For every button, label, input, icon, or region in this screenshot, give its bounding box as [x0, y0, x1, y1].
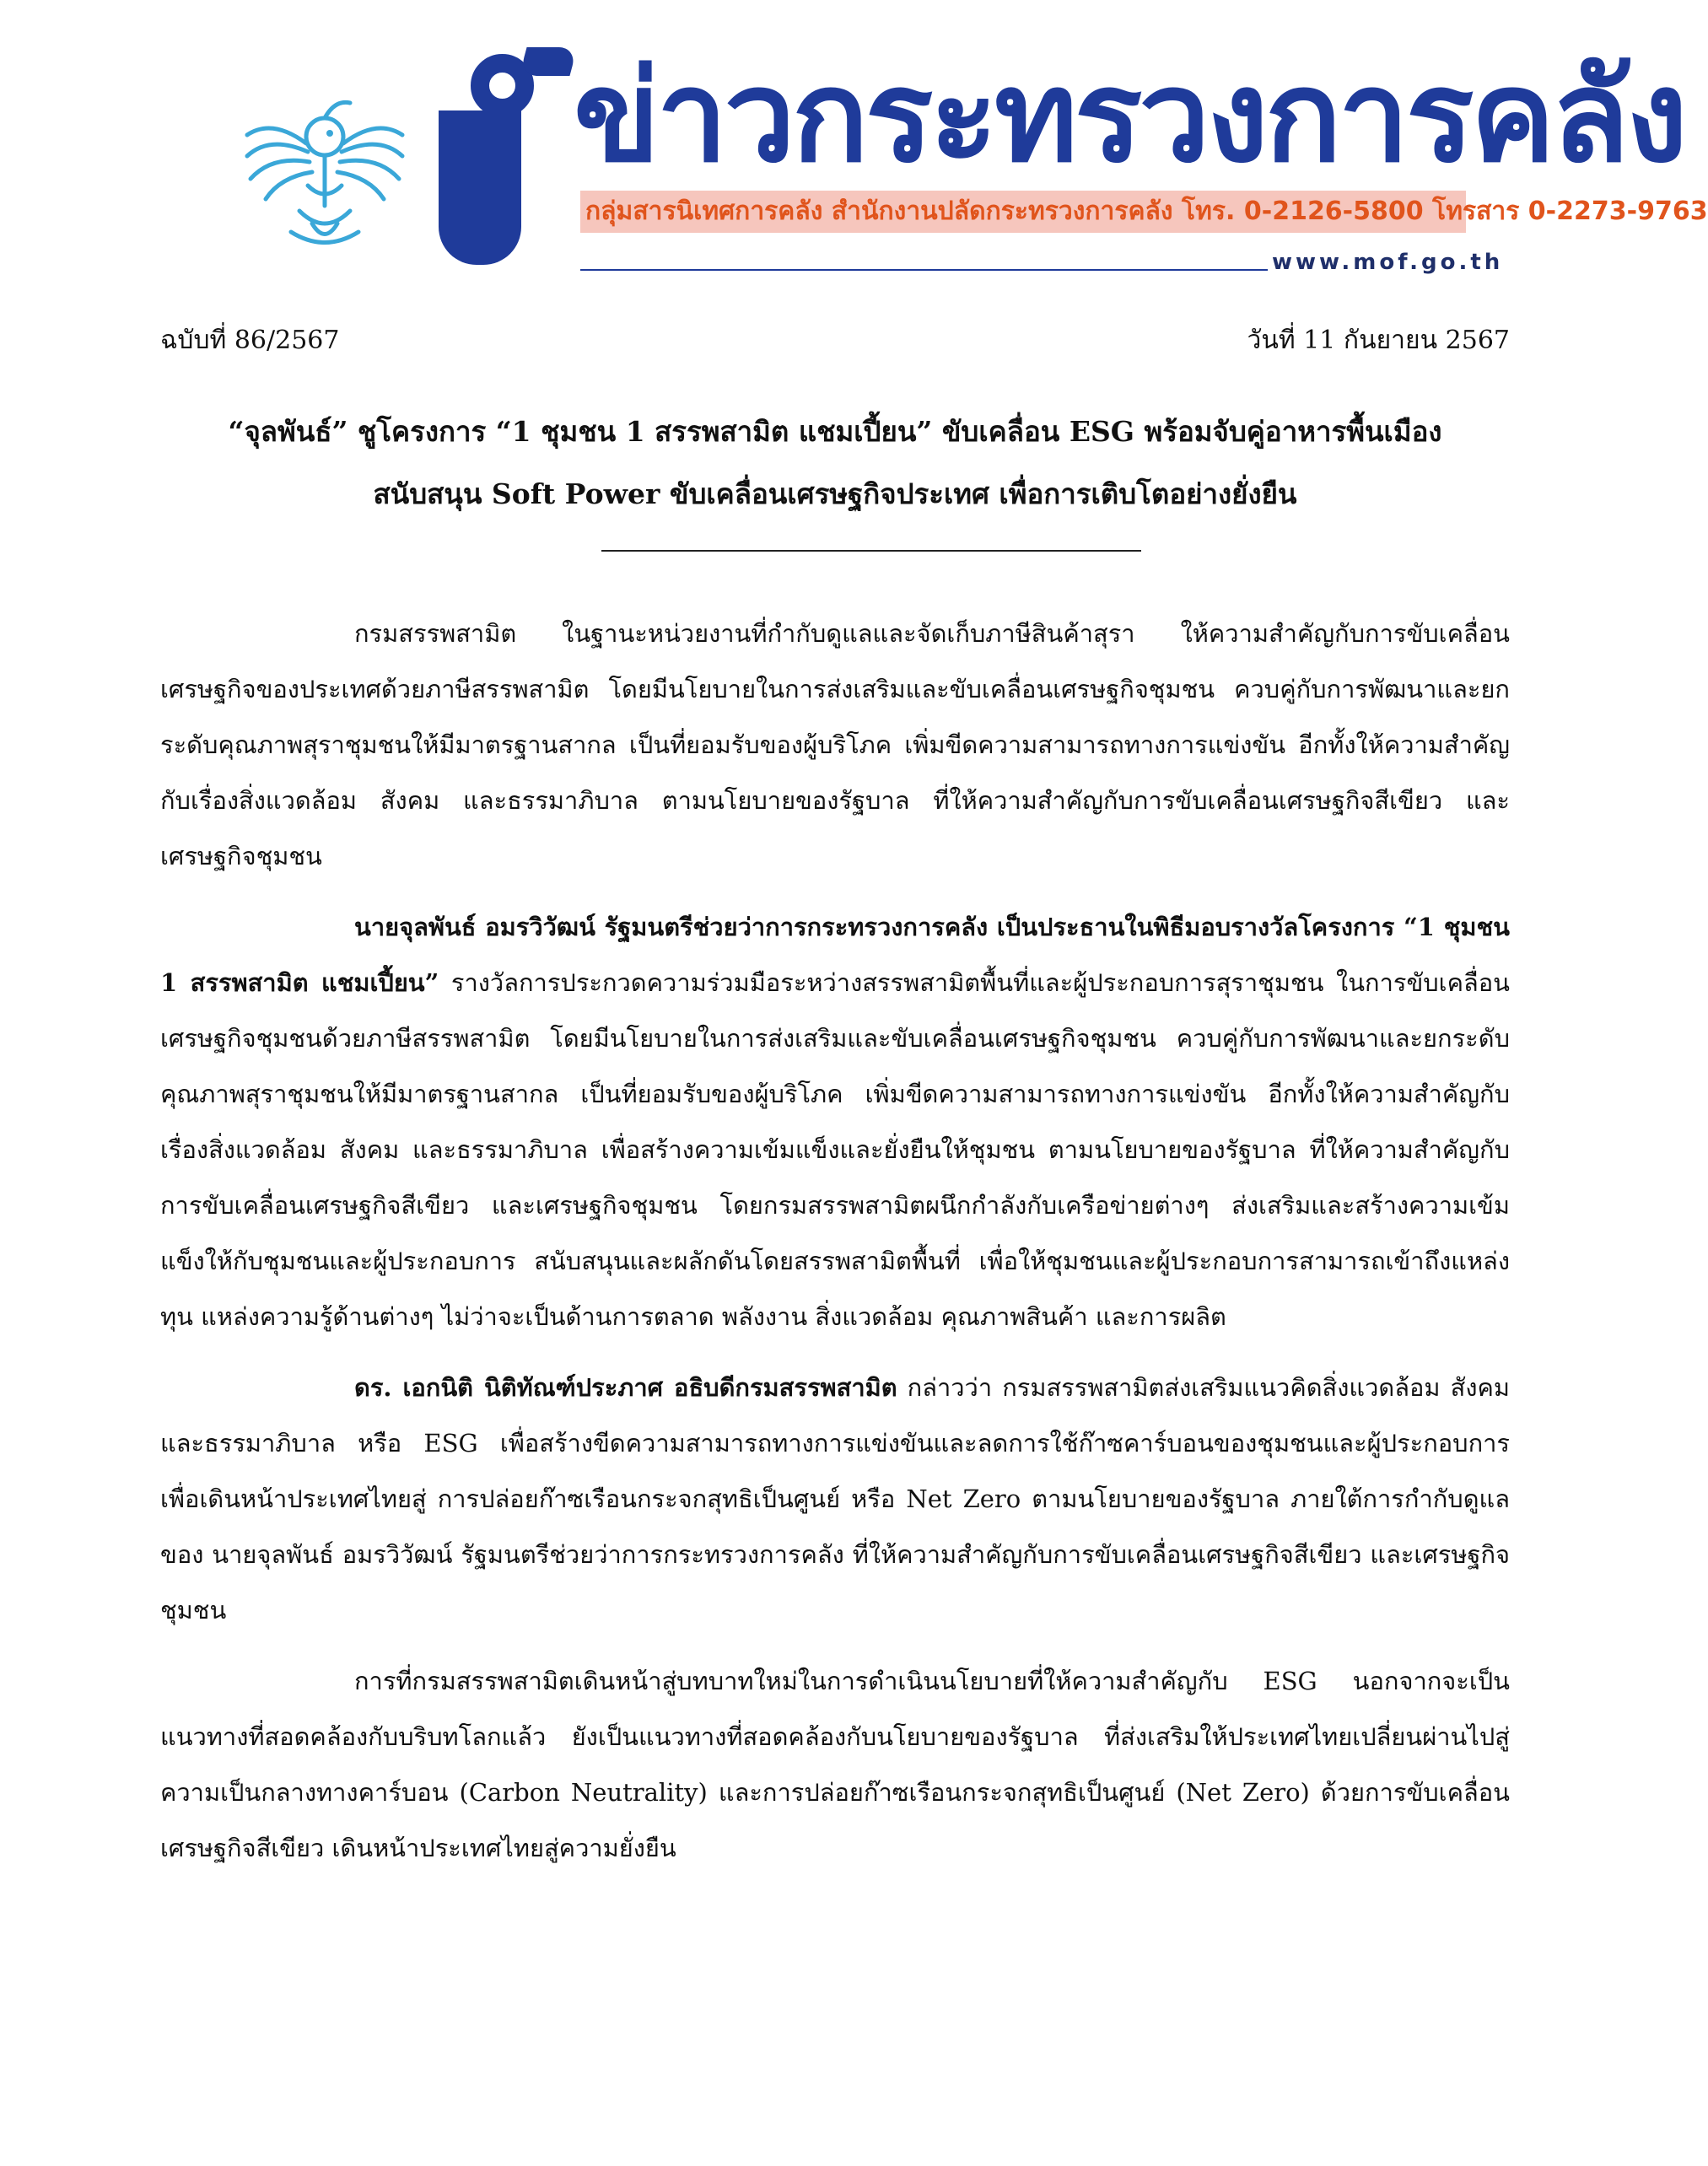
masthead-contact-bar: กลุ่มสารนิเทศการคลัง สำนักงานปลัดกระทรวงการคลัง โทร. 0-2126-5800 โทรสาร 0-2273-9763 — [580, 191, 1466, 233]
masthead-logo-letter — [439, 47, 565, 265]
paragraph-2 — [160, 899, 1510, 1344]
garuda-emblem-icon — [240, 84, 409, 253]
paragraph-3 — [160, 1360, 1510, 1638]
issue-number: ฉบับที่ 86/2567 — [160, 326, 340, 355]
paragraph-3-text: กล่าวว่า กรมสรรพสามิตส่งเสริมแนวคิดสิ่งแวดล้อม สังคม และธรรมาภิบาล หรือ ESG เพื่อสร้างขีดความสามารถทางการแข่งขันและลดการใช้ก๊าซคาร์บอนของชุมชนและผู้ประกอบการ เพื่อเดินหน้าประเทศไทยสู่ การปล่อยก๊าซเรือนกระจกสุทธิเป็นศูนย์ หรือ Net Zero ตามนโยบายของรัฐบาล ภายใต้การกำกับดูแลของ นายจุลพันธ์ อมรวิวัฒน์ รัฐมนตรีช่วยว่าการกระทรวงการคลัง ที่ให้ความสำคัญกับการขับเคลื่อนเศรษฐกิจสีเขียว และเศรษฐกิจชุมชน — [160, 1373, 1510, 1624]
paragraph-4: การที่กรมสรรพสามิตเดินหน้าสู่บทบาทใหม่ในการดำเนินนโยบายที่ให้ความสำคัญกับ ESG นอกจากจะเป็นแนวทางที่สอดคล้องกับบริบทโลกแล้ว ยังเป็นแนวทางที่สอดคล้องกับนโยบายของรัฐบาล ที่ส่งเสริมให้ประเทศไทยเปลี่ยนผ่านไปสู่ความเป็นกลางทางคาร์บอน (Carbon Neutrality) และการปล่อยก๊าซเรือนกระจกสุทธิเป็นศูนย์ (Net Zero) ด้วยการขับเคลื่อนเศรษฐกิจสีเขียว เดินหน้าประเทศไทยสู่ความยั่งยืน — [160, 1667, 1510, 1862]
article-body — [160, 606, 1510, 1891]
paragraph-3-lead: ดร. เอกนิติ นิติทัณฑ์ประภาศ อธิบดีกรมสรรพสามิต — [354, 1373, 897, 1402]
issue-date: วันที่ 11 กันยายน 2567 — [1247, 326, 1510, 355]
headline — [160, 401, 1510, 525]
headline-line-1: “จุลพันธ์” ชูโครงการ “1 ชุมชน 1 สรรพสามิต แชมเปี้ยน” ขับเคลื่อน ESG พร้อมจับคู่อาหารพื้นเมือง — [228, 415, 1442, 448]
paragraph-2-lead: นายจุลพันธ์ อมรวิวัฒน์ รัฐมนตรีช่วยว่าการกระทรวงการคลัง เป็นประธานในพิธีมอบรางวัลโครงการ “1 ชุมชน 1 สรรพสามิต แชมเปี้ยน” — [160, 913, 1510, 997]
paragraph-2-text: รางวัลการประกวดความร่วมมือระหว่างสรรพสามิตพื้นที่และผู้ประกอบการสุราชุมชน ในการขับเคลื่อนเศรษฐกิจชุมชนด้วยภาษีสรรพสามิต โดยมีนโยบายในการส่งเสริมและขับเคลื่อนเศรษฐกิจชุมชน ควบคู่กับการพัฒนาและยกระดับคุณภาพสุราชุมชนให้มีมาตรฐานสากล เป็นที่ยอมรับของผู้บริโภค เพิ่มขีดความสามารถทางการแข่งขัน อีกทั้งให้ความสำคัญกับเรื่องสิ่งแวดล้อม สังคม และธรรมาภิบาล เพื่อสร้างความเข้มแข็งและยั่งยืนให้ชุมชน ตามนโยบายของรัฐบาล ที่ให้ความสำคัญกับการขับเคลื่อนเศรษฐกิจสีเขียว และเศรษฐกิจชุมชน โดยกรมสรรพสามิตผนึกกำลังกับเครือข่ายต่างๆ ส่งเสริมและสร้างความเข้มแข็งให้กับชุมชนและผู้ประกอบการ สนับสนุนและผลักดันโดยสรรพสามิตพื้นที่ เพื่อให้ชุมชนและผู้ประกอบการสามารถเข้าถึงแหล่งทุน แหล่งความรู้ด้านต่างๆ ไม่ว่าจะเป็นด้านการตลาด พลังงาน สิ่งแวดล้อม คุณภาพสินค้า และการผลิต — [160, 968, 1510, 1331]
masthead-brand-text: ข่าวกระทรวงการคลัง — [574, 44, 1684, 191]
divider — [580, 269, 1268, 271]
title-divider — [601, 550, 1141, 552]
paragraph-1: กรมสรรพสามิต ในฐานะหน่วยงานที่กำกับดูแลและจัดเก็บภาษีสินค้าสุรา ให้ความสำคัญกับการขับเคลื่อนเศรษฐกิจของประเทศด้วยภาษีสรรพสามิต โดยมีนโยบายในการส่งเสริมและขับเคลื่อนเศรษฐกิจชุมชน ควบคู่กับการพัฒนาและยกระดับคุณภาพสุราชุมชนให้มีมาตรฐานสากล เป็นที่ยอมรับของผู้บริโภค เพิ่มขีดความสามารถทางการแข่งขัน อีกทั้งให้ความสำคัญกับเรื่องสิ่งแวดล้อม สังคม และธรรมาภิบาล ตามนโยบายของรัฐบาล ที่ให้ความสำคัญกับการขับเคลื่อนเศรษฐกิจสีเขียว และเศรษฐกิจชุมชน — [160, 619, 1510, 870]
masthead — [0, 0, 1708, 287]
headline-line-2: สนับสนุน Soft Power ขับเคลื่อนเศรษฐกิจประเทศ เพื่อการเติบโตอย่างยั่งยืน — [373, 477, 1297, 510]
website-link[interactable]: www.mof.go.th — [1272, 250, 1504, 275]
